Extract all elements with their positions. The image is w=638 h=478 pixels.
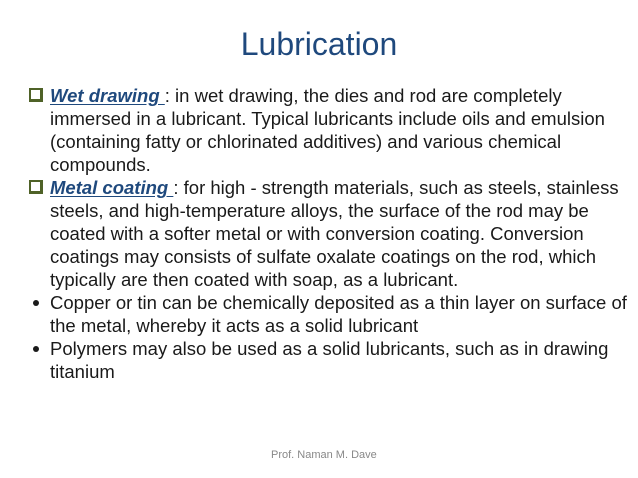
list-item-polymers xyxy=(26,337,634,383)
slide-title: Lubrication xyxy=(240,26,398,62)
round-bullet-icon xyxy=(26,291,48,314)
term-wet-drawing: Wet drawing xyxy=(50,85,165,106)
term-metal-coating: Metal coating xyxy=(50,177,174,198)
slide-footer: Prof. Naman M. Dave xyxy=(271,449,377,461)
square-bullet-icon xyxy=(29,88,43,102)
round-bullet-icon xyxy=(26,337,48,360)
list-item-wet-drawing xyxy=(26,84,634,176)
item-text: Polymers may also be used as a solid lubricants, such as in drawing titanium xyxy=(50,338,609,382)
item-text: : for high - strength materials, such as steels, stainless steels, and high-temperature alloys, the surface of the rod may be coated with a softer metal or with conversion coating. Conversion coatings may consists of sulfate oxalate coatings on the rod, which typically are then coated with soap, as a lubricant. xyxy=(50,177,619,290)
item-text: Copper or tin can be chemically deposited as a thin layer on surface of the metal, whereby it acts as a solid lubricant xyxy=(50,292,627,336)
square-bullet-icon xyxy=(29,180,43,194)
list-item-copper-tin xyxy=(26,291,634,337)
slide-body xyxy=(26,84,634,383)
item-text: : in wet drawing, the dies and rod are completely immersed in a lubricant. Typical lubricants include oils and emulsion (containing fatty or chlorinated additives) and various chemical compounds. xyxy=(50,85,605,175)
list-item-metal-coating xyxy=(26,176,634,291)
